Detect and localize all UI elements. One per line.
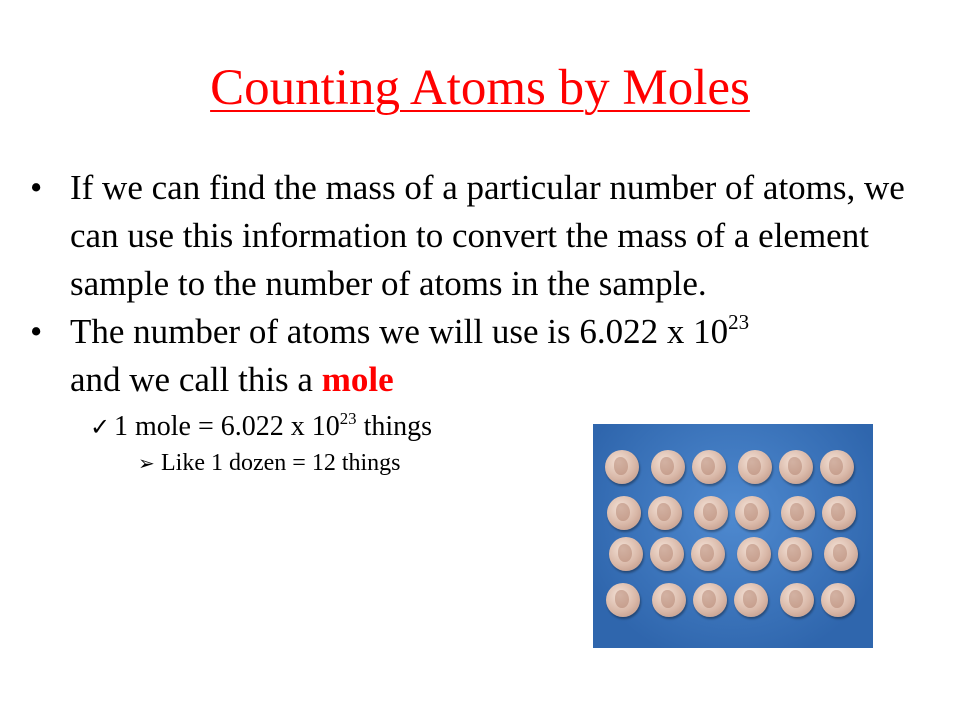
penny-icon [693,583,727,617]
mole-highlight: mole [321,360,394,399]
arrow-bullet-icon: ➢ [138,451,155,475]
sub-bullet-exponent: 23 [339,408,357,428]
penny-icon [820,450,854,484]
penny-icon [779,450,813,484]
bullet-2-exponent: 23 [728,310,750,335]
penny-icon [822,496,856,530]
bullet-dot-icon: • [30,312,43,351]
slide-title: Counting Atoms by Moles [210,60,750,116]
penny-icon [648,496,682,530]
penny-icon [609,537,643,571]
penny-icon [692,450,726,484]
bullet-2-text-mid: and we call this a [70,360,322,399]
penny-icon [780,583,814,617]
bullet-1 [30,164,930,308]
sub-bullet-text-after: things [356,411,433,442]
penny-icon [605,450,639,484]
penny-icon [652,583,686,617]
penny-icon [737,537,771,571]
bullet-2-text-before: The number of atoms we will use is 6.022 x 10 [70,312,729,351]
pennies-photo [593,424,873,648]
penny-icon [781,496,815,530]
bullet-2 [30,308,930,404]
penny-icon [650,537,684,571]
penny-icon [778,537,812,571]
penny-icon [606,583,640,617]
subsub-bullet-text: Like 1 dozen = 12 things [161,450,401,476]
penny-icon [821,583,855,617]
penny-icon [691,537,725,571]
penny-icon [735,496,769,530]
penny-icon [607,496,641,530]
penny-icon [694,496,728,530]
checkmark-icon: ✓ [90,413,111,441]
penny-icon [738,450,772,484]
penny-icon [734,583,768,617]
penny-icon [651,450,685,484]
bullet-dot-icon: • [30,168,43,207]
penny-icon [824,537,858,571]
bullet-1-text: If we can find the mass of a particular number of atoms, we can use this information to convert the mass of a element sample to the number of atoms in the sample. [70,168,905,303]
sub-bullet-text-before: 1 mole = 6.022 x 10 [114,411,340,442]
